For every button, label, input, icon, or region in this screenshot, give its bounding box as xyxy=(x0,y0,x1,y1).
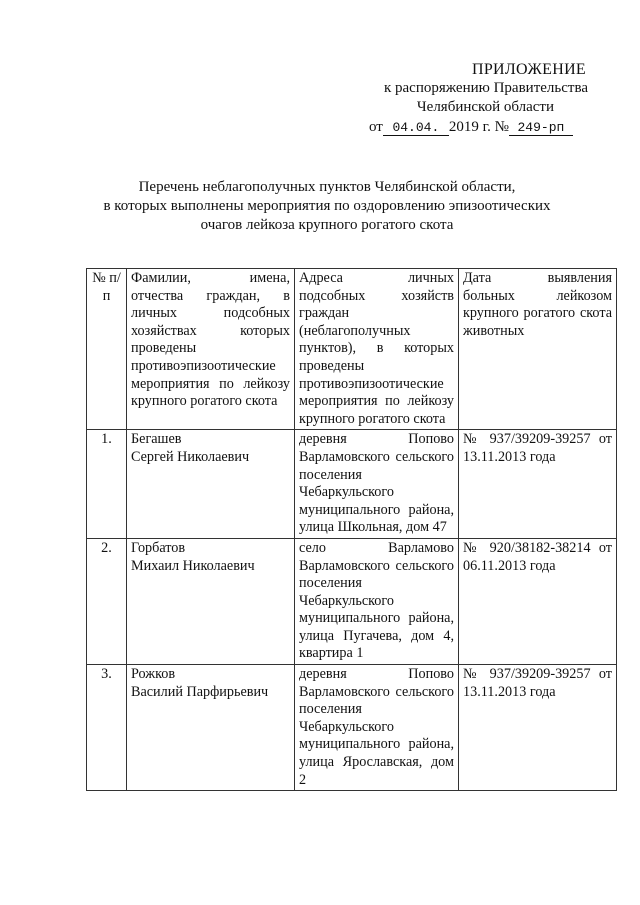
row-number: 3. xyxy=(87,665,127,791)
table-row xyxy=(87,430,617,539)
appendix-header xyxy=(350,60,590,137)
date-field: 04.04. xyxy=(383,120,449,136)
row-surname: Бегашев xyxy=(131,431,182,448)
header-number: № п/п xyxy=(87,269,127,430)
header-addresses: Адреса личных подсобных хозяйств граждан (неблагополучных пунктов), в которых проведены противоэпизоотические мероприятия по лейкозу крупного рогатого скота xyxy=(295,269,459,430)
row-number: 1. xyxy=(87,430,127,539)
registry-table xyxy=(86,268,617,791)
row-given-names: Сергей Николаевич xyxy=(131,448,250,465)
row-date: № 937/39209-39257 от 13.11.2013 года xyxy=(459,665,617,791)
table-row xyxy=(87,665,617,791)
appendix-date-line xyxy=(350,118,590,137)
row-given-names: Василий Парфирьевич xyxy=(131,683,269,700)
row-date: № 937/39209-39257 от 13.11.2013 года xyxy=(459,430,617,539)
row-address: деревня Попово Варламовского сельского поселения Чебаркульского муниципального района, улица Ярославская, дом 2 xyxy=(295,665,459,791)
year-text: 2019 г. № xyxy=(448,119,509,135)
row-surname: Горбатов xyxy=(131,539,186,556)
table-row xyxy=(87,538,617,664)
header-names: Фамилии, имена, отчества граждан, в личных подсобных хозяйствах которых проведены противоэпизоотические мероприятия по лейкозу крупного рогатого скота xyxy=(127,269,295,430)
row-address: деревня Попово Варламовского сельского поселения Чебаркульского муниципального района, улица Школьная, дом 47 xyxy=(295,430,459,539)
row-address: село Варламово Варламовского сельского поселения Чебаркульского муниципального района, улица Пугачева, дом 4, квартира 1 xyxy=(295,538,459,664)
title-line-1: Перечень неблагополучных пунктов Челябинской области, xyxy=(138,179,516,195)
title-line-2: в которых выполнены мероприятия по оздоровлению эпизоотических xyxy=(103,198,551,214)
table-header-row xyxy=(87,269,617,430)
row-number: 2. xyxy=(87,538,127,664)
row-name xyxy=(127,538,295,664)
row-name xyxy=(127,430,295,539)
title-line-3: очагов лейкоза крупного рогатого скота xyxy=(200,217,454,233)
appendix-order-line: к распоряжению Правительства xyxy=(383,80,588,96)
appendix-title: ПРИЛОЖЕНИЕ xyxy=(471,61,586,78)
document-title xyxy=(92,178,562,235)
date-prefix: от xyxy=(369,119,383,135)
header-date: Дата выявления больных лейкозом крупного рогатого скота животных xyxy=(459,269,617,430)
row-surname: Рожков xyxy=(131,666,176,683)
row-date: № 920/38182-38214 от 06.11.2013 года xyxy=(459,538,617,664)
row-given-names: Михаил Николаевич xyxy=(131,557,255,574)
appendix-region-line: Челябинской области xyxy=(416,99,554,115)
row-name xyxy=(127,665,295,791)
order-number-field: 249-рп xyxy=(509,120,573,136)
